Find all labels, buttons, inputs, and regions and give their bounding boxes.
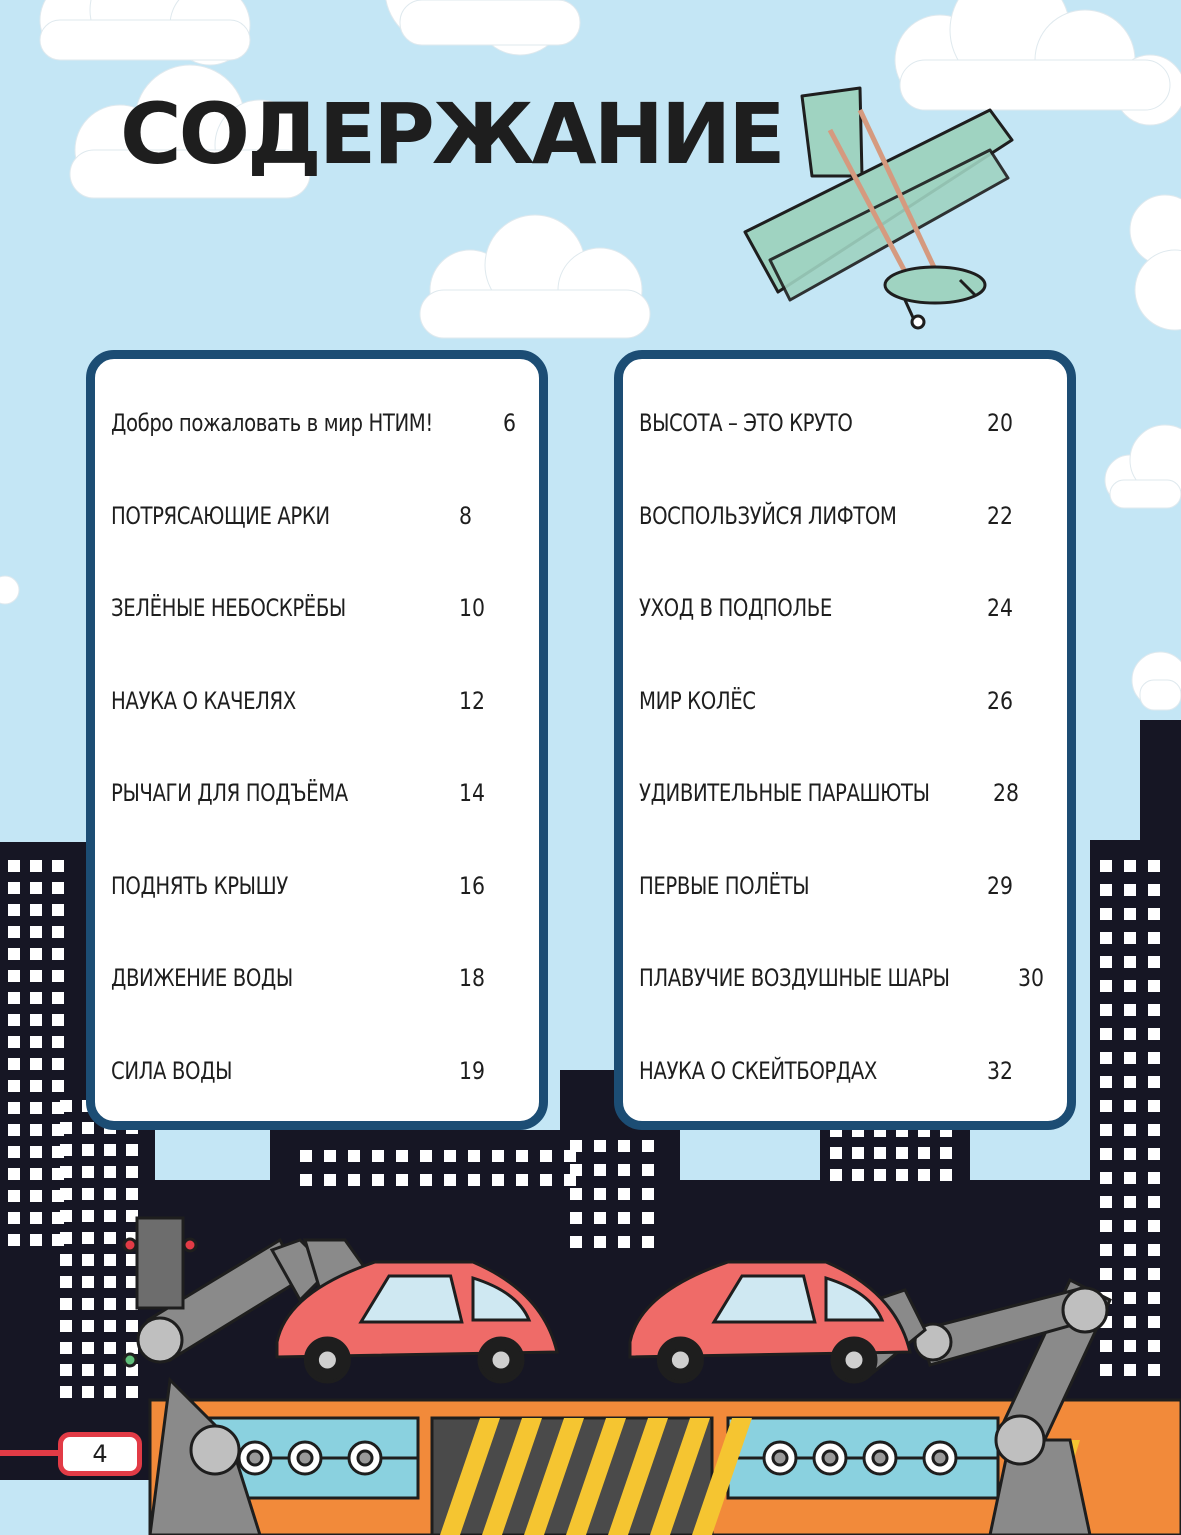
building-window — [8, 1234, 20, 1246]
building-window — [1124, 1028, 1136, 1040]
toc-entry-page: 6 — [503, 409, 517, 437]
building-window — [642, 1236, 654, 1248]
building-window — [8, 992, 20, 1004]
toc-entry — [639, 1051, 1037, 1091]
building-window — [82, 1298, 94, 1310]
building-window — [324, 1174, 336, 1186]
building-window — [1148, 1340, 1160, 1352]
building-window — [8, 1124, 20, 1136]
building-window — [1124, 1364, 1136, 1376]
building-window — [830, 1147, 842, 1159]
roller-hub — [773, 1451, 787, 1465]
toc-entry — [111, 958, 509, 998]
building-window — [52, 1014, 64, 1026]
building-window — [30, 970, 42, 982]
building-window — [8, 1058, 20, 1070]
building-window — [52, 992, 64, 1004]
building-window — [60, 1210, 72, 1222]
building-window — [60, 1276, 72, 1288]
cloud — [40, 0, 250, 65]
building-window — [82, 1144, 94, 1156]
toc-entry-title: ВОСПОЛЬЗУЙСЯ ЛИФТОМ — [639, 501, 897, 530]
toc-entry — [111, 403, 517, 443]
building-window — [8, 1146, 20, 1158]
building-window — [8, 860, 20, 872]
building-window — [60, 1298, 72, 1310]
building-window — [1148, 908, 1160, 920]
cloud — [385, 0, 580, 55]
building-window — [52, 860, 64, 872]
building-window — [1124, 1268, 1136, 1280]
toc-entry — [639, 866, 1037, 906]
building-window — [896, 1147, 908, 1159]
building-window — [642, 1140, 654, 1152]
building-window — [1148, 1004, 1160, 1016]
building-window — [30, 1146, 42, 1158]
building-window — [1100, 1076, 1112, 1088]
building-window — [52, 948, 64, 960]
building-window — [642, 1188, 654, 1200]
building-window — [8, 970, 20, 982]
building-window — [1100, 1340, 1112, 1352]
building-window — [1100, 956, 1112, 968]
building-window — [8, 1080, 20, 1092]
toc-entry-page: 8 — [459, 501, 472, 530]
building-window — [30, 1234, 42, 1246]
building-window — [8, 926, 20, 938]
building-window — [618, 1140, 630, 1152]
building-window — [570, 1212, 582, 1224]
toc-panel-left — [86, 350, 548, 1130]
building-window — [1100, 932, 1112, 944]
building-window — [1124, 1124, 1136, 1136]
building-window — [1100, 1028, 1112, 1040]
cloud — [420, 215, 650, 338]
toc-entry — [111, 773, 509, 813]
building-window — [1148, 1100, 1160, 1112]
building-window — [52, 882, 64, 894]
building-window — [104, 1342, 116, 1354]
toc-entry-page: 18 — [459, 964, 485, 992]
building-window — [468, 1174, 480, 1186]
building-window — [896, 1169, 908, 1181]
building-window — [82, 1386, 94, 1398]
toc-entry — [639, 773, 1037, 813]
building-window — [30, 1014, 42, 1026]
toc-entry-title: ДВИЖЕНИЕ ВОДЫ — [111, 964, 293, 992]
building-window — [1148, 860, 1160, 872]
building-window — [830, 1169, 842, 1181]
building-window — [1148, 884, 1160, 896]
building-window — [420, 1150, 432, 1162]
building-window — [1148, 1292, 1160, 1304]
building-window — [468, 1150, 480, 1162]
building-window — [52, 1080, 64, 1092]
building-window — [918, 1147, 930, 1159]
building-window — [82, 1210, 94, 1222]
toc-entry — [639, 588, 1037, 628]
building-window — [8, 1036, 20, 1048]
toc-entry-title: ПОДНЯТЬ КРЫШУ — [111, 871, 288, 900]
building-window — [104, 1188, 116, 1200]
building-window — [1148, 1076, 1160, 1088]
building-window — [1124, 908, 1136, 920]
toc-entry-title: УХОД В ПОДПОЛЬЕ — [639, 594, 832, 622]
building-window — [60, 1144, 72, 1156]
building-window — [594, 1140, 606, 1152]
toc-entry-page: 24 — [987, 594, 1013, 622]
building-window — [60, 1364, 72, 1376]
building-window — [82, 1166, 94, 1178]
toc-entry-page: 30 — [1017, 964, 1044, 992]
building-window — [60, 1100, 72, 1112]
building-window — [126, 1320, 138, 1332]
toc-panel-right — [614, 350, 1076, 1130]
page-number: 4 — [58, 1432, 142, 1476]
building-window — [104, 1144, 116, 1156]
building-window — [300, 1174, 312, 1186]
building-window — [1100, 1196, 1112, 1208]
building-window — [396, 1174, 408, 1186]
toc-entry-page: 14 — [459, 779, 485, 807]
toc-entry-page: 10 — [459, 594, 485, 622]
page-title: СОДЕРЖАНИЕ — [120, 85, 783, 183]
building-window — [104, 1232, 116, 1244]
building-window — [30, 1036, 42, 1048]
building-window — [8, 1212, 20, 1224]
toc-entry-page: 32 — [987, 1056, 1013, 1085]
building-window — [594, 1212, 606, 1224]
building-window — [1124, 884, 1136, 896]
toc-entry — [111, 588, 509, 628]
building-window — [82, 1342, 94, 1354]
toc-entry-page: 16 — [459, 871, 485, 900]
building-window — [324, 1150, 336, 1162]
building-window — [420, 1174, 432, 1186]
building-window — [8, 1168, 20, 1180]
building-window — [348, 1150, 360, 1162]
building-window — [1100, 860, 1112, 872]
building-window — [60, 1342, 72, 1354]
building-window — [1124, 1196, 1136, 1208]
building-window — [594, 1164, 606, 1176]
building-window — [1124, 860, 1136, 872]
building-window — [82, 1232, 94, 1244]
building-window — [540, 1150, 552, 1162]
building-window — [104, 1276, 116, 1288]
building-window — [594, 1188, 606, 1200]
building-window — [104, 1254, 116, 1266]
building-window — [1148, 1052, 1160, 1064]
building-window — [82, 1364, 94, 1376]
building-window — [82, 1254, 94, 1266]
building-window — [30, 948, 42, 960]
building-window — [8, 1102, 20, 1114]
building-window — [30, 1168, 42, 1180]
building-window — [618, 1188, 630, 1200]
toc-entry-page: 19 — [459, 1056, 485, 1085]
building-window — [1124, 1244, 1136, 1256]
building-window — [348, 1174, 360, 1186]
toc-entry-title: ЗЕЛЁНЫЕ НЕБОСКРЁБЫ — [111, 594, 346, 622]
building-window — [1148, 1316, 1160, 1328]
toc-entry-title: ВЫСОТА – ЭТО КРУТО — [639, 409, 853, 437]
roller-hub — [298, 1451, 312, 1465]
building-window — [30, 904, 42, 916]
building-window — [30, 992, 42, 1004]
cloud — [1132, 652, 1181, 710]
toc-entry — [639, 496, 1037, 536]
building-window — [104, 1166, 116, 1178]
toc-entry-title: РЫЧАГИ ДЛЯ ПОДЪЁМА — [111, 779, 348, 807]
page-number-tab-line — [0, 1450, 60, 1456]
toc-entry-title: МИР КОЛЁС — [639, 686, 756, 715]
building-window — [52, 904, 64, 916]
building-window — [1124, 980, 1136, 992]
building-window — [104, 1364, 116, 1376]
toc-entry-title: ПЛАВУЧИЕ ВОЗДУШНЫЕ ШАРЫ — [639, 964, 950, 992]
building-window — [918, 1169, 930, 1181]
building-window — [570, 1164, 582, 1176]
building-window — [126, 1188, 138, 1200]
building-window — [618, 1164, 630, 1176]
building-window — [126, 1166, 138, 1178]
building-window — [618, 1236, 630, 1248]
roller-hub — [358, 1451, 372, 1465]
building-window — [396, 1150, 408, 1162]
building-window — [1148, 1028, 1160, 1040]
building-window — [60, 1166, 72, 1178]
building-window — [1124, 1220, 1136, 1232]
building-window — [1100, 1004, 1112, 1016]
building-window — [8, 948, 20, 960]
building-window — [30, 1212, 42, 1224]
building-window — [1100, 1100, 1112, 1112]
toc-entry-page: 20 — [987, 409, 1013, 437]
building-window — [1100, 1172, 1112, 1184]
building-window — [104, 1298, 116, 1310]
building-window — [1148, 1196, 1160, 1208]
toc-entry — [111, 681, 509, 721]
building-window — [52, 926, 64, 938]
cloud — [0, 576, 19, 604]
building-window — [30, 860, 42, 872]
building-window — [30, 926, 42, 938]
building-window — [1100, 908, 1112, 920]
building-window — [1100, 1052, 1112, 1064]
building-window — [1148, 1268, 1160, 1280]
cloud — [1130, 195, 1181, 330]
building-window — [104, 1210, 116, 1222]
building-window — [1100, 1148, 1112, 1160]
toc-entry-title: НАУКА О КАЧЕЛЯХ — [111, 686, 296, 715]
building-window — [492, 1174, 504, 1186]
building-window — [1100, 1124, 1112, 1136]
building-window — [52, 970, 64, 982]
roller-hub — [248, 1451, 262, 1465]
toc-entry-title: НАУКА О СКЕЙТБОРДАХ — [639, 1056, 877, 1085]
roller-hub — [823, 1451, 837, 1465]
building-window — [1148, 932, 1160, 944]
building-window — [540, 1174, 552, 1186]
building-window — [1148, 1364, 1160, 1376]
building-window — [516, 1174, 528, 1186]
building-window — [1148, 980, 1160, 992]
building-window — [1100, 1268, 1112, 1280]
building-window — [642, 1212, 654, 1224]
building-window — [874, 1147, 886, 1159]
building-window — [1148, 1220, 1160, 1232]
toc-entry — [639, 958, 1044, 998]
building-window — [30, 1124, 42, 1136]
building-window — [104, 1320, 116, 1332]
building-window — [1124, 1100, 1136, 1112]
building-window — [940, 1147, 952, 1159]
building-window — [82, 1188, 94, 1200]
building-window — [30, 1080, 42, 1092]
building-window — [82, 1122, 94, 1134]
building-window — [570, 1188, 582, 1200]
toc-entry-title: Добро пожаловать в мир НТИМ! — [111, 409, 433, 437]
building-window — [8, 882, 20, 894]
building-window — [1100, 884, 1112, 896]
building-window — [300, 1150, 312, 1162]
toc-entry — [639, 681, 1037, 721]
building-window — [1124, 1172, 1136, 1184]
toc-entry-page: 22 — [987, 501, 1013, 530]
building-window — [82, 1276, 94, 1288]
building-window — [60, 1254, 72, 1266]
building-window — [1124, 1316, 1136, 1328]
toc-entry — [111, 1051, 509, 1091]
building-window — [1148, 1244, 1160, 1256]
building-window — [30, 1058, 42, 1070]
building-window — [852, 1147, 864, 1159]
building-window — [1124, 932, 1136, 944]
building-window — [642, 1164, 654, 1176]
building-window — [1124, 1052, 1136, 1064]
building-window — [1148, 1148, 1160, 1160]
building-window — [594, 1236, 606, 1248]
building-window — [60, 1122, 72, 1134]
building-window — [1124, 1148, 1136, 1160]
toc-entry-title: ПЕРВЫЕ ПОЛЁТЫ — [639, 871, 810, 900]
building-window — [618, 1212, 630, 1224]
building-window — [126, 1386, 138, 1398]
building-window — [60, 1320, 72, 1332]
biplane-illustration — [745, 88, 1012, 328]
building-window — [570, 1140, 582, 1152]
building-window — [492, 1150, 504, 1162]
toc-entry-title: ПОТРЯСАЮЩИЕ АРКИ — [111, 501, 330, 530]
building-window — [570, 1236, 582, 1248]
building-window — [8, 1014, 20, 1026]
building-window — [8, 1190, 20, 1202]
building-window — [1124, 1076, 1136, 1088]
building-window — [444, 1150, 456, 1162]
toc-entry-title: УДИВИТЕЛЬНЫЕ ПАРАШЮТЫ — [639, 779, 930, 807]
building-window — [516, 1150, 528, 1162]
building-window — [30, 1190, 42, 1202]
cloud — [895, 0, 1181, 125]
building-window — [1124, 956, 1136, 968]
building-window — [1100, 1220, 1112, 1232]
toc-entry-page: 12 — [459, 686, 485, 715]
building-window — [1148, 1124, 1160, 1136]
building-window — [82, 1320, 94, 1332]
toc-entry-page: 26 — [987, 686, 1013, 715]
building-window — [30, 882, 42, 894]
building-window — [1148, 1172, 1160, 1184]
building-window — [60, 1188, 72, 1200]
roller-hub — [933, 1451, 947, 1465]
cloud — [1105, 425, 1181, 508]
building-window — [30, 1102, 42, 1114]
building-window — [52, 1058, 64, 1070]
building-window — [8, 904, 20, 916]
building-window — [1124, 1004, 1136, 1016]
building-window — [126, 1342, 138, 1354]
building-window — [60, 1386, 72, 1398]
toc-entry — [639, 403, 1037, 443]
toc-entry — [111, 866, 509, 906]
building-window — [60, 1232, 72, 1244]
roller-hub — [873, 1451, 887, 1465]
building-window — [874, 1169, 886, 1181]
building-window — [1148, 956, 1160, 968]
toc-entry-title: СИЛА ВОДЫ — [111, 1056, 233, 1085]
building-window — [52, 1036, 64, 1048]
building-window — [126, 1144, 138, 1156]
building-window — [1124, 1292, 1136, 1304]
toc-entry — [111, 496, 509, 536]
building-window — [104, 1386, 116, 1398]
toc-entry-page: 29 — [987, 871, 1013, 900]
toc-entry-page: 28 — [993, 779, 1020, 807]
building-window — [372, 1150, 384, 1162]
building-window — [1100, 980, 1112, 992]
building-window — [852, 1169, 864, 1181]
building-window — [940, 1169, 952, 1181]
building-window — [1124, 1340, 1136, 1352]
building-window — [372, 1174, 384, 1186]
building-window — [1100, 1244, 1112, 1256]
building-window — [444, 1174, 456, 1186]
building-window — [1100, 1364, 1112, 1376]
